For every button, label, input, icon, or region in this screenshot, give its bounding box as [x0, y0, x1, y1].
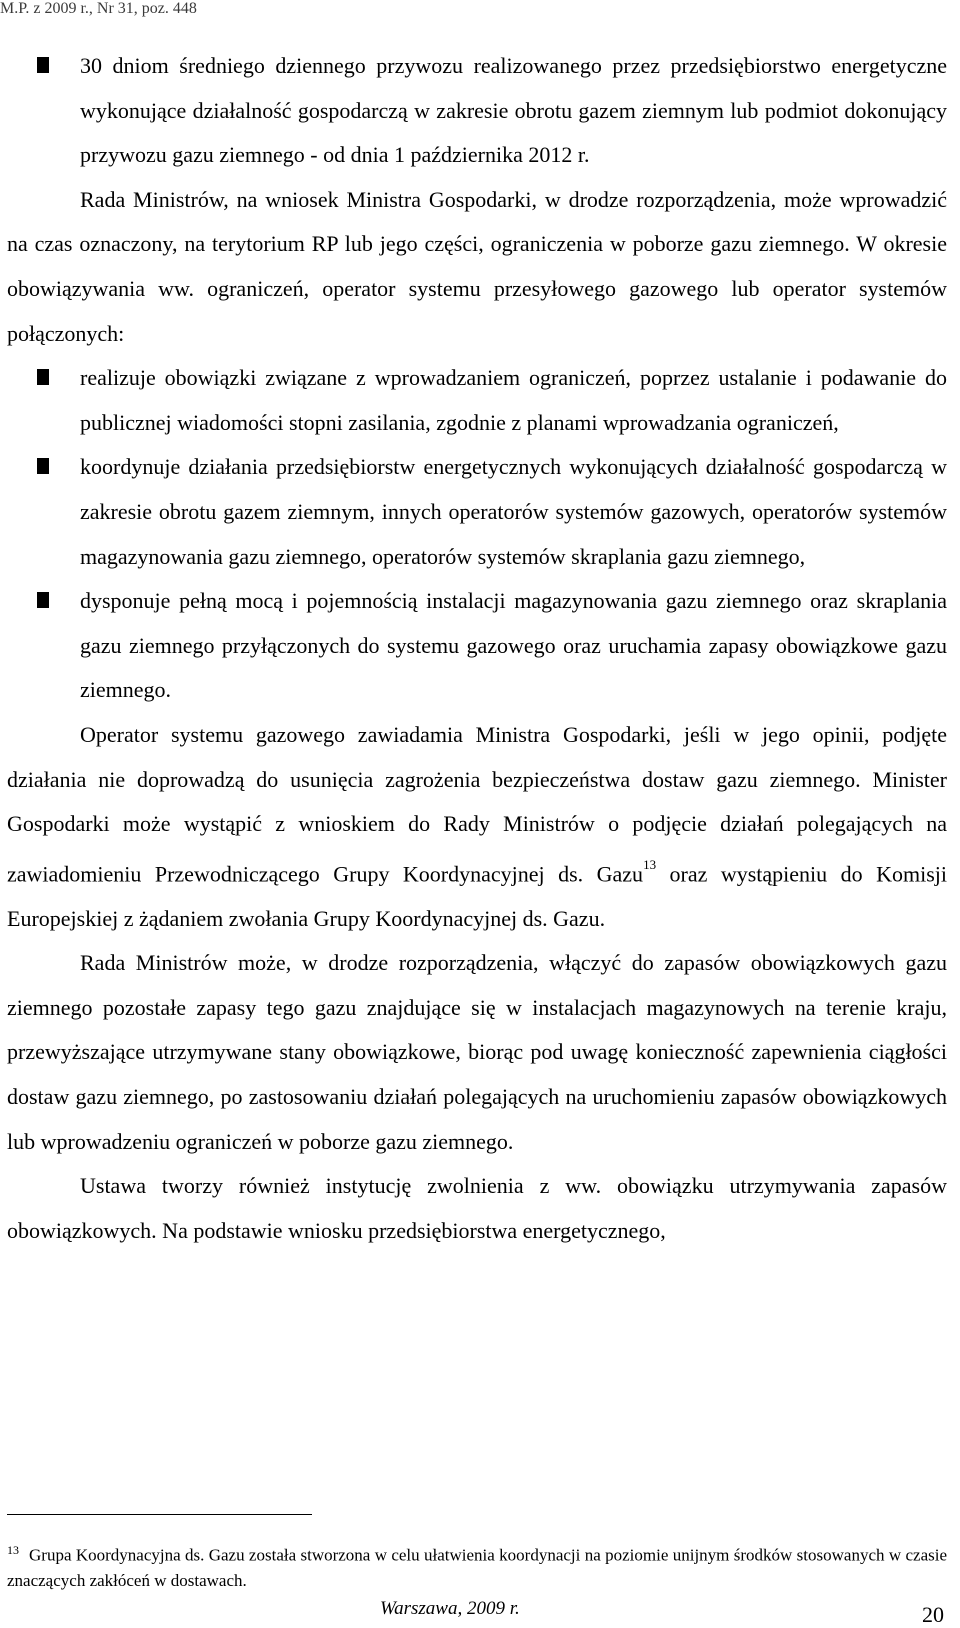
document-body — [7, 44, 947, 1253]
square-bullet-icon — [37, 57, 49, 73]
paragraph-text: oraz wystąpieniu do Komisji Europejskiej z żądaniem zwołania Grupy Koordynacyjnej ds. Gazu. — [7, 861, 947, 931]
footnote — [7, 1538, 947, 1593]
paragraph-exemption: Ustawa tworzy również instytucję zwolnienia z ww. obowiązku utrzymywania zapasów obowiązkowych. Na podstawie wniosku przedsiębiorstwa energetycznego, — [7, 1173, 947, 1243]
list-item — [7, 44, 947, 178]
paragraph-restrictions: Rada Ministrów, na wniosek Ministra Gospodarki, w drodze rozporządzenia, może wprowadzić na czas oznaczony, na terytorium RP lub jego części, ograniczenia w poborze gazu ziemnego. W okresie obowiązywania ww. ograniczeń, operator systemu przesyłowego gazowego lub operator systemów połączonych: — [7, 186, 947, 346]
footer-city-year: Warszawa, 2009 r. — [380, 1598, 520, 1619]
footnote-number: 13 — [7, 1543, 19, 1557]
square-bullet-icon — [37, 458, 49, 474]
square-bullet-icon — [37, 592, 49, 608]
list-item — [7, 579, 947, 713]
list-item — [7, 356, 947, 445]
paragraph-council-stocks: Rada Ministrów może, w drodze rozporządzenia, włączyć do zapasów obowiązkowych gazu ziemnego pozostałe zapasy tego gazu znajdujące się w instalacjach magazynowych na terenie kraju, przewyższające utrzymywane stany obowiązkowe, biorąc pod uwagę konieczność zapewnienia ciągłości dostaw gazu ziemnego, po zastosowaniu działań polegających na uruchomieniu zapasów obowiązkowych lub wprowadzeniu ograniczeń w poborze gazu ziemnego. — [7, 950, 947, 1154]
page-number: 20 — [922, 1602, 944, 1627]
paragraph-text: Operator systemu gazowego zawiadamia Ministra Gospodarki, jeśli w jego opinii, podjęte działania nie doprowadzą do usunięcia zagrożenia bezpieczeństwa dostaw gazu ziemnego. Minister Gospodarki może wystąpić z wnioskiem do Rady Ministrów o podjęcie działań polegających na zawiadomieniu Przewodniczącego Grupy Koordynacyjnej ds. Gazu — [7, 721, 947, 887]
bullet-text: dysponuje pełną mocą i pojemnością instalacji magazynowania gazu ziemnego oraz skraplania gazu ziemnego przyłączonych do systemu gazowego oraz uruchamia zapasy obowiązkowe gazu ziemnego. — [80, 588, 947, 703]
footnote-text: Grupa Koordynacyjna ds. Gazu została stworzona w celu ułatwienia koordynacji na poziomie unijnym środków stosowanych w czasie znaczących zakłóceń w dostawach. — [7, 1545, 947, 1590]
square-bullet-icon — [37, 369, 49, 385]
bullet-text: realizuje obowiązki związane z wprowadzaniem ograniczeń, poprzez ustalanie i podawanie do publicznej wiadomości stopni zasilania, zgodnie z planami wprowadzania ograniczeń, — [80, 365, 947, 435]
bullet-text: koordynuje działania przedsiębiorstw energetycznych wykonujących działalność gospodarczą w zakresie obrotu gazem ziemnym, innych operatorów systemów gazowych, operatorów systemów magazynowania gazu ziemnego, operatorów systemów skraplania gazu ziemnego, — [80, 454, 947, 569]
list-item — [7, 445, 947, 579]
footnote-reference[interactable]: 13 — [643, 856, 657, 872]
page-header: M.P. z 2009 r., Nr 31, poz. 448 — [0, 0, 197, 17]
footnote-separator — [7, 1514, 312, 1515]
bullet-text: 30 dniom średniego dziennego przywozu realizowanego przez przedsiębiorstwo energetyczne wykonujące działalność gospodarczą w zakresie obrotu gazem ziemnym lub podmiot dokonujący przywozu gazu ziemnego - od dnia 1 października 2012 r. — [80, 53, 947, 168]
paragraph-operator-notification — [7, 713, 947, 941]
